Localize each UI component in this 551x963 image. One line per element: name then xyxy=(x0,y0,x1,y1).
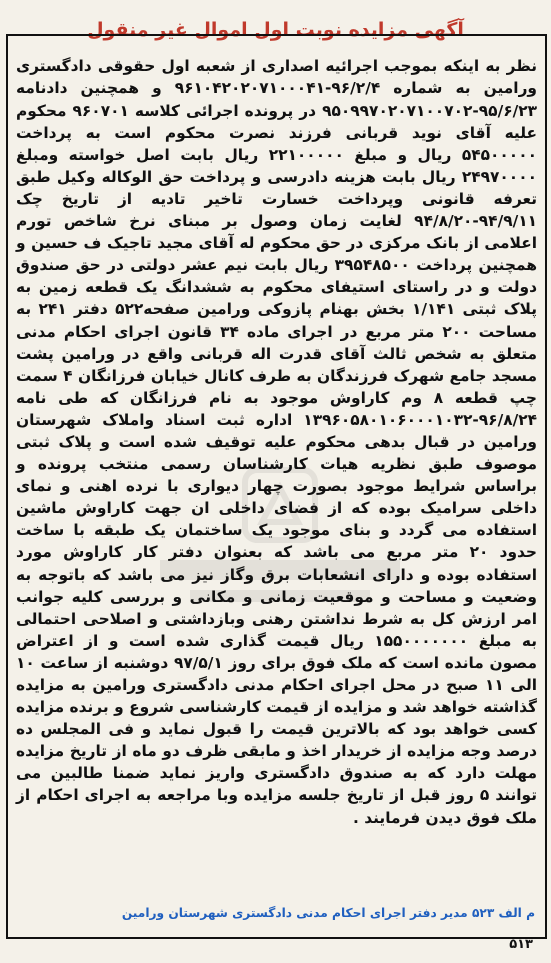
notice-title: آگهی مزایده نوبت اول اموال غیر منقول xyxy=(87,18,464,41)
notice-signature: م الف ۵۲۳ مدیر دفتر اجرای احکام مدنی دادگستری شهرستان ورامین xyxy=(121,906,535,920)
notice-body: نظر به اینکه بموجب اجرائیه اصداری از شعبه اول حقوقی دادگستری ورامین به شماره ۹۶/۲/۴-۹۶۱۰۴۲۰۲۰۷۱۰۰۰۴۱ و همچنین دادنامه ۹۵/۶/۲۳-۹۵۰۹۹۷۰۲۰۷۱۰۰۷۰۲ در پرونده اجرائی کلاسه ۹۶۰۷۰۱ محکوم علیه آقای نوید قربانی فرزند نصرت محکوم است به پرداخت ۵۴۵۰۰۰۰۰ ریال و مبلغ ۲۲۱۰۰۰۰۰ ریال بابت اصل خواسته ومبلغ ۲۴۹۷۰۰۰۰ ریال بابت هزینه دادرسی و پرداخت حق الوکاله وکیل طبق تعرفه قانونی وپرداخت خسارت تاخیر تادیه از تاریخ چک ۹۴/۹/۱۱-۹۴/۸/۲۰ لغایت زمان وصول بر مبنای نرخ شاخص تورم اعلامی از بانک مرکزی در حق محکوم له آقای مجید تاجیک ف حسین و همچنین پرداخت ۳۹۵۴۸۵۰۰ ریال بابت نیم عشر دولتی در حق صندوق دولت و در راستای استیفای محکوم به ششدانگ یک قطعه زمین به پلاک ثبتی ۱/۱۴۱ بخش بهنام پازوکی ورامین صفحه۵۲۲ دفتر ۲۴۱ به مساحت ۲۰۰ متر مربع در اجرای ماده ۳۴ قانون اجرای احکام مدنی متعلق به شخص ثالث آقای قدرت اله قربانی واقع در ورامین پشت مسجد جامع شهرک فرزندگان به طرف کانال خیابان فرزانگان ۴ سمت چپ قطعه ۸ وم کاراوش موجود به نام فرزانگان که طی نامه ۹۶/۸/۲۴-۱۳۹۶۰۵۸۰۱۰۶۰۰۰۱۰۳۲ اداره ثبت اسناد واملاک شهرستان ورامین در قبال بدهی محکوم علیه توقیف شده است و پلاک ثبتی موصوف طبق نظریه هیات کارشناسان رسمی منتخب پرونده و براساس شرایط موجود بصورت چهار دیواری با نرده اهنی و نمای داخلی سرامیک بوده که از فضای داخلی ان جهت کاراوش ماشین استفاده می گردد و بنای موجود یک ساختمان یک طبقه با ساخت حدود ۲۰ متر مربع می باشد که بعنوان دفتر کار کاراوش مورد استفاده بوده و دارای انشعابات برق وگاز نیز می باشد که باتوجه به وضعیت و مساحت و موقعیت زمانی و مکانی و بررسی کلیه جوانب امر ارزش کل به شرط نداشتن رهنی وبازداشتی و اصلاحی احتمالی به مبلغ ۱۵۵۰۰۰۰۰۰۰ ریال قیمت گذاری شده است و از اعتراض مصون مانده است که ملک فوق برای روز ۹۷/۵/۱ دوشنبه از ساعت ۱۰ الی ۱۱ صبح در محل اجرای احکام مدنی دادگستری ورامین به مزایده گذاشته خواهد شد و مزایده از قیمت کارشناسی شروع و برنده مزایده کسی خواهد بود که بالاترین قیمت را قبول نماید و فی المجلس ده درصد وجه مزایده از خریدار اخذ و مابقی ظرف دو ماه از تاریخ مزایده مهلت دارد که به صندوق دادگستری واریز نماید ضمنا طالبین می توانند ۵ روز قبل از تاریخ جلسه مزایده وبا مراجعه به اجرای احکام از ملک فوق دیدن فرمایند . xyxy=(16,57,538,827)
page-number: ۵۱۳ xyxy=(509,937,533,952)
